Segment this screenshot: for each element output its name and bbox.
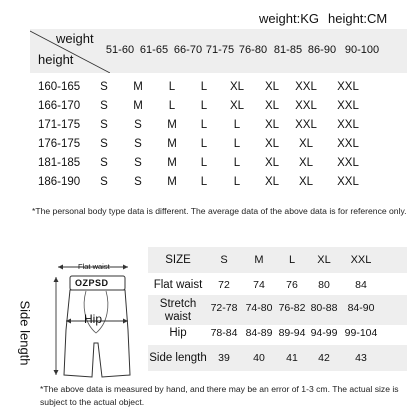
weight-col-header: 81-85 [273,44,303,56]
measurement-cell: 84-89 [245,327,273,339]
size-cell: M [167,176,177,188]
height-row-label: 171-175 [38,119,81,131]
height-row-label: 186-190 [38,176,81,188]
size-cell: XL [264,100,280,112]
size-cell: L [200,100,208,112]
size-cell: XXL [337,176,359,188]
size-cell: L [200,119,208,131]
size-column-header: M [254,254,264,266]
size-cell: XL [298,157,314,169]
measurement-cell: 39 [218,352,230,364]
size-cell: M [167,157,177,169]
size-cell: S [100,138,108,150]
measurement-cell: 72 [218,279,230,291]
height-row-label: 160-165 [38,81,81,93]
measurement-cell: 99-104 [344,327,378,339]
size-cell: M [167,119,177,131]
measurement-cell: 72-78 [210,302,238,314]
weight-col-header: 61-65 [139,44,169,56]
size-cell: XXL [295,100,317,112]
size-cell: L [233,157,241,169]
measurement-cell: 74-80 [245,302,273,314]
brand-logo: OZPSD [75,278,109,288]
hip-diagram-label: Hip [84,312,103,326]
measurement-cell: 80 [318,279,330,291]
measurement-cell: 78-84 [210,327,238,339]
height-unit-label: height:CM [328,11,388,26]
size-cell: S [100,81,108,93]
size-cell: L [200,157,208,169]
measurement-cell: 76-82 [278,302,306,314]
size-cell: XXL [337,157,359,169]
weight-col-header: 51-60 [105,44,135,56]
table1-header-band [30,29,407,73]
size-cell: XXL [295,119,317,131]
measurement-row-label: Side length [149,352,207,364]
size-cell: XXL [337,119,359,131]
height-row-label: 176-175 [38,138,81,150]
size-cell: XL [264,81,280,93]
size-cell: S [134,176,142,188]
height-row-label: 181-185 [38,157,81,169]
size-cell: M [133,100,143,112]
size-cell: L [200,176,208,188]
size-column-header: S [220,254,228,266]
size-cell: S [100,176,108,188]
size-cell: XL [229,81,245,93]
measurement-cell: 89-94 [278,327,306,339]
size-cell: XL [229,100,245,112]
size-cell: XXL [337,81,359,93]
side-length-diagram-label: Side length [17,300,33,366]
measurement-cell: 76 [286,279,298,291]
size-header-label: SIZE [165,254,191,266]
measurement-cell: 43 [355,352,367,364]
measurement-cell: 94-99 [310,327,338,339]
weight-col-header: 66-70 [173,44,203,56]
size-cell: S [100,119,108,131]
measurement-cell: 42 [318,352,330,364]
size-cell: XL [264,119,280,131]
size-cell: XL [264,176,280,188]
size-cell: L [233,176,241,188]
size-cell: XL [298,176,314,188]
reference-note: *The personal body type data is different. The average data of the above data is for reference only. [32,206,407,216]
measurement-cell: 41 [286,352,298,364]
measurement-row-label: Stretch waist [159,298,197,323]
size-cell: S [134,157,142,169]
size-cell: S [134,119,142,131]
size-column-header: XL [317,254,331,266]
measurement-cell: 40 [253,352,265,364]
size-cell: S [134,138,142,150]
size-cell: S [100,100,108,112]
size-cell: XL [264,157,280,169]
measurement-cell: 80-88 [310,302,338,314]
size-cell: XL [298,138,314,150]
height-row-label: 166-170 [38,100,81,112]
size-cell: L [200,81,208,93]
size-cell: L [200,138,208,150]
size-cell: L [233,119,241,131]
size-cell: XXL [295,81,317,93]
size-cell: XXL [337,138,359,150]
measurement-note: *The above data is measured by hand, and there may be an error of 1-3 cm. The actual size is subject to the actual object. [40,384,399,407]
size-cell: L [168,100,176,112]
weight-column-header: weight [56,31,94,46]
measurement-cell: 84-90 [347,302,375,314]
size-column-header: L [288,254,296,266]
size-cell: S [100,157,108,169]
size-cell: XXL [337,100,359,112]
size-cell: XL [264,138,280,150]
weight-col-header: 76-80 [238,44,268,56]
size-column-header: XXL [350,254,372,266]
weight-col-header: 86-90 [307,44,337,56]
weight-col-header: 71-75 [205,44,235,56]
size-cell: L [233,138,241,150]
weight-unit-label: weight:KG [259,11,319,26]
flat-waist-diagram-label: Flat waist [78,262,110,271]
measurement-row-label: Flat waist [153,279,203,291]
size-cell: L [168,81,176,93]
measurement-row-label: Hip [169,327,187,339]
size-cell: M [167,138,177,150]
measurement-cell: 74 [253,279,265,291]
weight-col-header: 90-100 [344,44,380,56]
height-row-header: height [38,52,74,67]
size-cell: M [133,81,143,93]
measurement-cell: 84 [355,279,367,291]
